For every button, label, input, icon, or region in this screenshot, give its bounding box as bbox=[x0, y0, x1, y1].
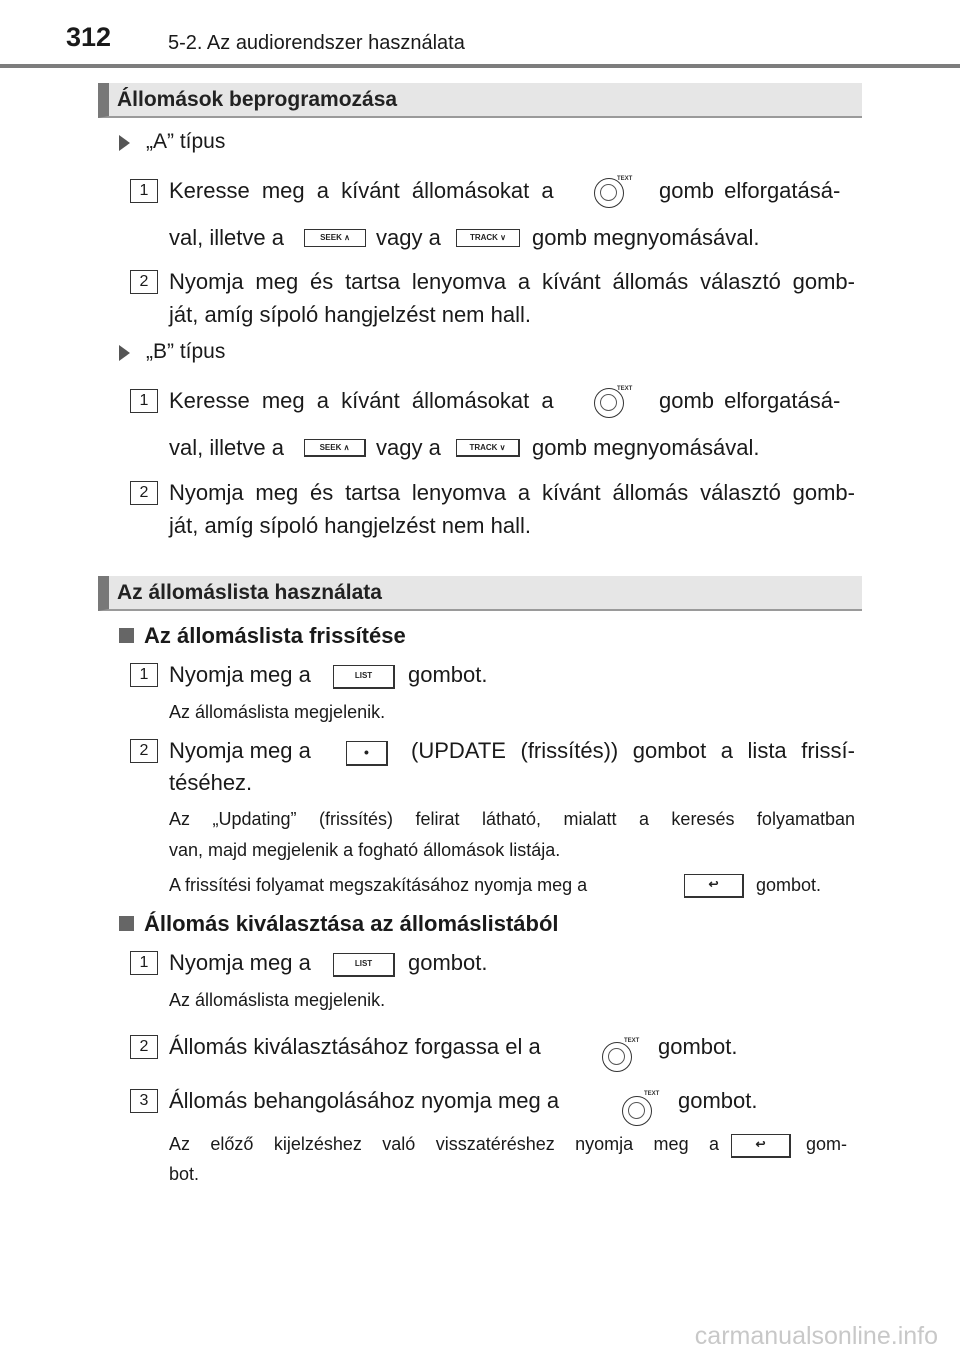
tune-knob-icon bbox=[594, 178, 624, 208]
step-text: Nyomja meg és tartsa lenyomva a kívánt állomás választó gomb- bbox=[169, 269, 855, 294]
seek-button-icon: SEEK ∧ bbox=[304, 439, 366, 457]
step-text: (UPDATE (frissítés)) gombot a lista frissí- bbox=[411, 738, 855, 763]
step-number: 1 bbox=[130, 951, 158, 975]
tune-knob-icon bbox=[622, 1096, 652, 1126]
list-button-icon: LIST bbox=[333, 953, 395, 977]
section-title: Az állomáslista használata bbox=[117, 581, 382, 604]
type-b-label: „B” típus bbox=[146, 340, 226, 363]
step-number: 2 bbox=[130, 1035, 158, 1059]
step-text: gomb megnyomásával. bbox=[532, 435, 760, 460]
seek-button-icon: SEEK ∧ bbox=[304, 229, 366, 247]
triangle-bullet-icon bbox=[119, 135, 130, 151]
step-text: gomb elforgatásá- bbox=[659, 178, 841, 203]
knob-label: TEXT bbox=[617, 386, 633, 392]
subsection-title: Állomás kiválasztása az állomáslistából bbox=[144, 911, 559, 936]
step-number: 3 bbox=[130, 1089, 158, 1113]
back-button-icon: ↩ bbox=[731, 1134, 791, 1158]
subsection-title: Az állomáslista frissítése bbox=[144, 623, 406, 648]
section-title: Állomások beprogramozása bbox=[117, 88, 398, 111]
step-text: Keresse meg a kívánt állomásokat a bbox=[169, 388, 554, 413]
step-text: vagy a bbox=[376, 435, 441, 460]
step-note: gombot. bbox=[756, 875, 822, 895]
triangle-bullet-icon bbox=[119, 345, 130, 361]
knob-label: TEXT bbox=[624, 1038, 640, 1044]
track-button-icon: TRACK ∨ bbox=[456, 229, 520, 247]
step-number: 2 bbox=[130, 270, 158, 294]
step-text: Nyomja meg és tartsa lenyomva a kívánt állomás választó gomb- bbox=[169, 480, 855, 505]
back-button-icon: ↩ bbox=[684, 874, 744, 898]
step-number: 1 bbox=[130, 179, 158, 203]
step-text: téséhez. bbox=[169, 770, 253, 795]
knob-label: TEXT bbox=[617, 176, 633, 182]
type-a-label: „A” típus bbox=[146, 130, 226, 153]
step-number: 1 bbox=[130, 389, 158, 413]
step-number: 2 bbox=[130, 739, 158, 763]
step-text: ját, amíg sípoló hangjelzést nem hall. bbox=[169, 302, 531, 327]
tune-knob-icon bbox=[594, 388, 624, 418]
step-text: gomb elforgatásá- bbox=[659, 388, 841, 413]
step-number: 2 bbox=[130, 481, 158, 505]
step-text: gombot. bbox=[408, 662, 488, 687]
page-number: 312 bbox=[66, 22, 112, 52]
list-button-icon: LIST bbox=[333, 665, 395, 689]
step-note: A frissítési folyamat megszakításához nyomja meg a bbox=[169, 875, 588, 895]
step-text: Nyomja meg a bbox=[169, 950, 311, 975]
step-text: ját, amíg sípoló hangjelzést nem hall. bbox=[169, 513, 531, 538]
square-bullet-icon bbox=[119, 628, 134, 643]
section-header-station-list bbox=[98, 576, 862, 611]
tune-knob-icon bbox=[602, 1042, 632, 1072]
square-bullet-icon bbox=[119, 916, 134, 931]
watermark: carmanualsonline.info bbox=[694, 1322, 938, 1350]
step-text: Állomás behangolásához nyomja meg a bbox=[169, 1088, 560, 1113]
track-button-icon: TRACK ∨ bbox=[456, 439, 520, 457]
step-text: Keresse meg a kívánt állomásokat a bbox=[169, 178, 554, 203]
step-note: Az állomáslista megjelenik. bbox=[169, 702, 386, 722]
chapter-title: 5-2. Az audiorendszer használata bbox=[168, 32, 465, 54]
section-header-programming bbox=[98, 83, 862, 118]
step-note: bot. bbox=[169, 1164, 200, 1184]
step-number: 1 bbox=[130, 663, 158, 687]
header-rule bbox=[0, 64, 960, 68]
step-note: Az előző kijelzéshez való visszatéréshez nyomja meg a bbox=[169, 1134, 719, 1154]
step-text: gombot. bbox=[678, 1088, 758, 1113]
step-text: Nyomja meg a bbox=[169, 738, 311, 763]
step-text: gombot. bbox=[408, 950, 488, 975]
step-text: val, illetve a bbox=[169, 225, 284, 250]
step-text: val, illetve a bbox=[169, 435, 284, 460]
update-button-icon: • bbox=[346, 741, 388, 766]
step-text: Nyomja meg a bbox=[169, 662, 311, 687]
step-note: van, majd megjelenik a fogható állomások listája. bbox=[169, 840, 561, 860]
step-note: Az „Updating” (frissítés) felirat látható, mialatt a keresés folyamatban bbox=[169, 809, 855, 829]
step-text: gomb megnyomásával. bbox=[532, 225, 760, 250]
step-text: vagy a bbox=[376, 225, 441, 250]
step-text: Állomás kiválasztásához forgassa el a bbox=[169, 1034, 541, 1059]
step-note: gom- bbox=[806, 1134, 848, 1154]
knob-label: TEXT bbox=[644, 1091, 660, 1097]
step-note: Az állomáslista megjelenik. bbox=[169, 990, 386, 1010]
step-text: gombot. bbox=[658, 1034, 738, 1059]
